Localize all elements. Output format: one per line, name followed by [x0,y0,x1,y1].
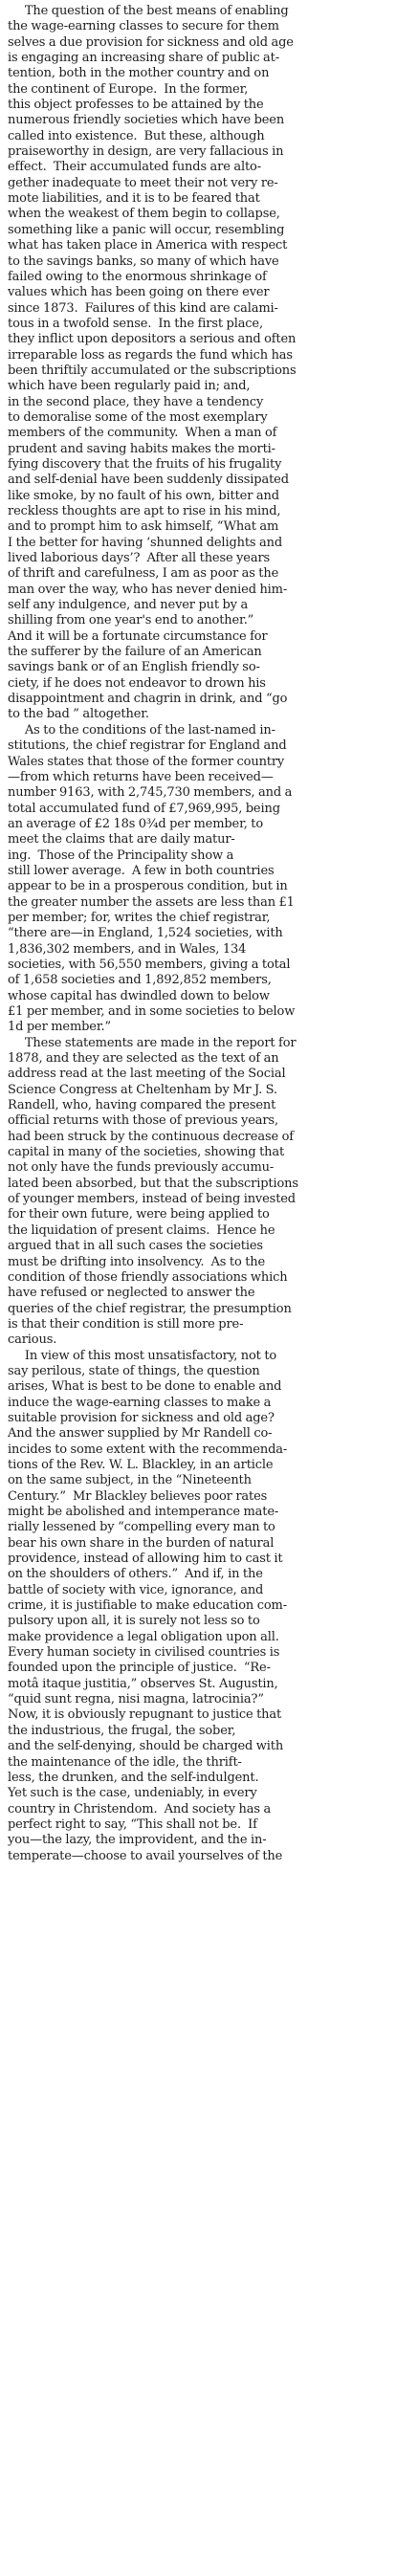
text-line: the sufferer by the failure of an American [8,645,262,660]
text-line: —from which returns have been received— [8,769,274,784]
text-line: and the self-denying, should be charged with [8,1739,284,1754]
text-line: something like a panic will occur, resembling [8,222,285,237]
text-line: induce the wage-earning classes to make a [8,1395,272,1410]
text-line: of 1,658 societies and 1,892,852 members, [8,973,272,988]
text-line: called into existence. But these, although [8,128,265,143]
text-line: Wales states that those of the former country [8,754,285,769]
text-line: self any indulgence, and never put by a [8,598,249,613]
text-line: condition of those friendly associations which [8,1269,288,1285]
text-line: when the weakest of them begin to collapse, [8,207,280,222]
text-line: praiseworthy in design, are very fallacious in [8,144,284,160]
text-line: reckless thoughts are apt to rise in his mind, [8,504,281,518]
text-line: bear his own share in the burden of natural [8,1535,275,1551]
text-line: on the same subject, in the “Nineteenth [8,1473,252,1488]
text-line: irreparable loss as regards the fund which has [8,347,293,363]
text-line: values which has been going on there ever [8,285,270,300]
text-line: queries of the chief registrar, the presumption [8,1301,292,1316]
text-line: pulsory upon all, it is surely not less so to [8,1614,260,1629]
text-line: gether inadequate to meet their not very re- [8,175,278,190]
text-line: mote liabilities, and it is to be feared that [8,191,260,207]
text-line: capital in many of the societies, showing that [8,1145,285,1160]
text-line: arises, What is best to be done to enable and [8,1379,282,1395]
text-line: less, the drunken, and the self-indulgent. [8,1770,259,1785]
text-line: And the answer supplied by Mr Randell co- [8,1426,273,1442]
text-line: of younger members, instead of being invested [8,1192,296,1207]
text-line: the industrious, the frugal, the sober, [8,1723,236,1738]
text-line: Yet such is the case, undeniably, in every [8,1786,257,1801]
text-line: numerous friendly societies which have been [8,113,285,128]
text-line: what has taken place in America with respect [8,238,288,253]
text-line: like smoke, by no fault of his own, bitter and [8,488,279,503]
text-line: tions of the Rev. W. L. Blackley, in an article [8,1457,274,1472]
text-line: on the shoulders of others.” And if, in the [8,1567,263,1582]
text-line: rially lessened by “compelling every man to [8,1520,275,1535]
text-line: official returns with those of previous years, [8,1113,278,1129]
text-line: an average of £2 18s 0¾d per member, to [8,816,264,831]
text-line: for their own future, were being applied to [8,1207,270,1222]
text-line: whose capital has dwindled down to below [8,988,270,1003]
text-line: 1d per member.” [8,1020,111,1035]
text-line: “there are—in England, 1,524 societies, with [8,926,283,941]
text-line: Science Congress at Cheltenham by Mr J. S. [8,1082,277,1097]
text-line: founded upon the principle of justice. “Re- [8,1661,271,1676]
text-line: is that their condition is still more pre- [8,1316,244,1332]
text-line: per member; for, writes the chief registrar, [8,910,271,925]
text-line: man over the way, who has never denied him- [8,582,288,597]
text-line: societies, with 56,550 members, giving a total [8,957,291,972]
text-line: say perilous, state of things, the question [8,1363,260,1378]
text-line: this object professes to be attained by the [8,98,264,113]
text-line: providence, instead of allowing him to cast it [8,1552,283,1567]
text-line: still lower average. A few in both countries [8,863,275,878]
text-line: In view of this most unsatisfactory, not to [8,1348,277,1363]
text-line: Century.” Mr Blackley believes poor rates [8,1488,268,1504]
text-line: crime, it is justifiable to make education com- [8,1598,287,1614]
text-line: carious. [8,1332,57,1348]
text-line: tous in a twofold sense. In the first place, [8,316,263,331]
text-line: the maintenance of the idle, the thrift- [8,1754,242,1770]
text-line: of thrift and carefulness, I am as poor as the [8,566,279,582]
text-line: stitutions, the chief registrar for England and [8,738,287,754]
text-line: they inflict upon depositors a serious and often [8,332,297,347]
text-line: tention, both in the mother country and on [8,66,270,81]
text-line: country in Christendom. And society has a [8,1801,272,1816]
text-line: disappointment and chagrin in drink, and “go [8,692,288,707]
text-line: ciety, if he does not endeavor to drown his [8,675,266,691]
text-line: 1878, and they are selected as the text of an [8,1051,279,1067]
text-line: make providence a legal obligation upon all. [8,1629,279,1644]
text-line: must be drifting into insolvency. As to the [8,1254,266,1269]
text-line: the wage-earning classes to secure for them [8,19,279,34]
text-line: As to the conditions of the last-named in- [8,722,275,738]
text-line: appear to be in a prosperous condition, but in [8,879,288,894]
text-line: since 1873. Failures of this kind are calami- [8,300,278,316]
text-line: total accumulated fund of £7,969,995, being [8,801,280,816]
text-line: to the savings banks, so many of which have [8,253,279,269]
text-line: And it will be a fortunate circumstance for [8,628,268,644]
text-line: members of the community. When a man of [8,426,277,441]
text-line: prudent and saving habits makes the morti- [8,441,275,456]
text-line: might be abolished and intemperance mate- [8,1505,279,1519]
text-line: number 9163, with 2,745,730 members, and a [8,785,293,801]
text-line: I the better for having ‘shunned delights and [8,535,283,550]
text-line: been thriftily accumulated or the subscriptions [8,363,297,378]
text-line: The question of the best means of enabling [8,4,289,18]
text-line: Randell, who, having compared the present [8,1098,276,1113]
text-line: the greater number the assets are less than £1 [8,894,295,910]
text-line: failed owing to the enormous shrinkage of [8,269,267,284]
text-line: ing. Those of the Principality show a [8,848,234,863]
text-line: “quid sunt regna, nisi magna, latrocinia?” [8,1692,264,1707]
text-line: effect. Their accumulated funds are alto- [8,160,261,175]
text-line: the liquidation of present claims. Hence he [8,1222,275,1238]
text-line: temperate—choose to avail yourselves of the [8,1848,283,1863]
text-line: savings bank or of an English friendly so- [8,660,260,675]
text-line: shilling from one year's end to another.” [8,613,254,628]
text-line: in the second place, they have a tendency [8,394,264,409]
text-line: perfect right to say, “This shall not be. If [8,1816,257,1832]
text-line: you—the lazy, the improvident, and the in- [8,1833,267,1848]
text-line: is engaging an increasing share of public at- [8,51,279,66]
text-line: had been struck by the continuous decrease of [8,1129,294,1144]
text-line: meet the claims that are daily matur- [8,832,235,848]
text-line: Every human society in civilised countries is [8,1645,280,1661]
text-line: have refused or neglected to answer the [8,1286,255,1301]
text-line: lived laborious days’? After all these years [8,551,271,566]
text-line: fying discovery that the fruits of his frugality [8,456,282,472]
text-line: to the bad ” altogether. [8,707,149,722]
text-line: the continent of Europe. In the former, [8,81,249,97]
text-line: £1 per member, and in some societies to below [8,1004,296,1019]
text-line: Now, it is obviously repugnant to justice that [8,1707,282,1723]
text-line: address read at the last meeting of the Social [8,1067,286,1082]
text-line: and to prompt him to ask himself, “What am [8,519,279,535]
text-line: which have been regularly paid in; and, [8,379,251,394]
text-line: battle of society with vice, ignorance, and [8,1582,264,1597]
text-line: not only have the funds previously accumu- [8,1160,275,1176]
text-line: lated been absorbed, but that the subscriptions [8,1176,298,1191]
text-line: motâ itaque justitia,” observes St. Augustin, [8,1676,278,1691]
text-line: incides to some extent with the recommenda- [8,1442,288,1457]
text-line: and self-denial have been suddenly dissipated [8,473,289,488]
text-line: to demoralise some of the most exemplary [8,409,268,425]
text-line: suitable provision for sickness and old age? [8,1410,275,1425]
text-line: 1,836,302 members, and in Wales, 134 [8,941,247,957]
text-line: selves a due provision for sickness and old age [8,34,294,50]
text-line: These statements are made in the report for [8,1035,297,1050]
text-line: argued that in all such cases the societies [8,1239,263,1254]
